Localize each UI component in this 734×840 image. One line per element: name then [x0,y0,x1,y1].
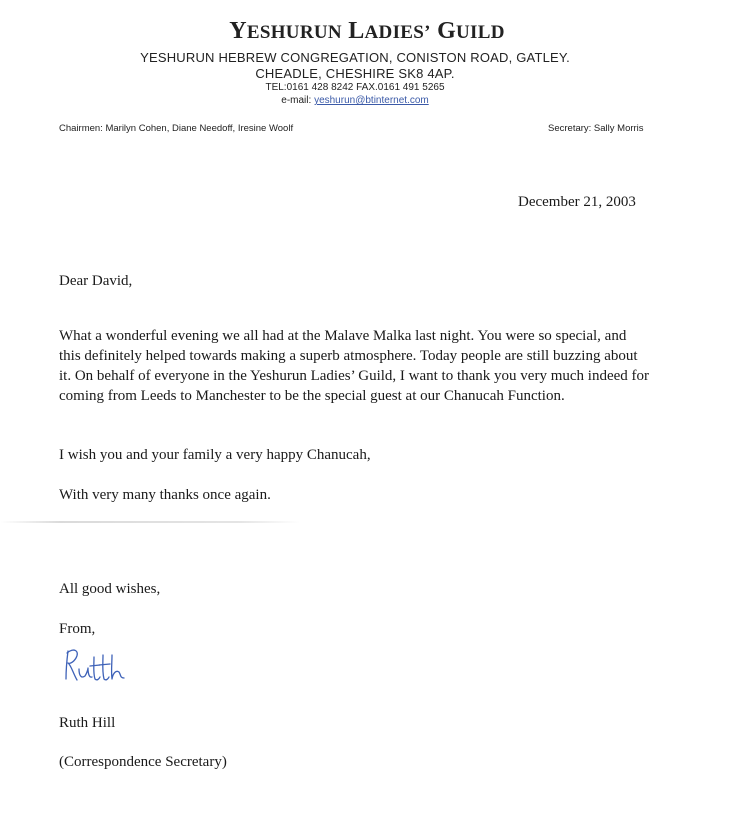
chairmen-list: Chairmen: Marilyn Cohen, Diane Needoff, Iresine Woolf [59,123,294,134]
signer-name: Ruth Hill [59,715,116,731]
title-initial-y: Y [229,18,247,44]
body-paragraph-3: With very many thanks once again. [59,487,271,503]
email-link[interactable]: yeshurun@btinternet.com [314,95,429,106]
body-paragraph-1: What a wonderful evening we all had at the Malave Malka last night. You were so special, and this definitely helped towards making a superb atmosphere. Today people are still buzzing about it. On behalf of everyone in the Yeshurun Ladies’ Guild, I want to thank you very much indeed for coming from Leeds to Manchester to be the special guest at our Chanucah Function. [59,328,649,404]
telephone-fax: TEL:0161 428 8242 FAX.0161 491 5265 [265,82,445,93]
address-line-2: CHEADLE, CHESHIRE SK8 4AP. [255,66,455,81]
email-label: e-mail: [281,95,312,106]
letter-date: December 21, 2003 [518,194,636,210]
signer-title: (Correspondence Secretary) [59,754,227,770]
salutation: Dear David, [59,273,133,289]
email-line [0,95,710,106]
secretary-name: Secretary: Sally Morris [548,123,644,134]
body-paragraph-2: I wish you and your family a very happy Chanucah, [59,447,371,463]
guild-title [0,18,734,45]
from-line: From, [59,621,96,637]
title-rest-ladies: ADIES’ [364,22,431,43]
fold-crease [0,521,300,523]
title-initial-l: L [348,18,365,44]
title-initial-g: G [437,18,457,44]
handwritten-signature [60,645,130,689]
address-line-1: YESHURUN HEBREW CONGREGATION, CONISTON ROAD, GATLEY. [140,50,570,65]
title-rest-guild: UILD [456,22,505,43]
closing: All good wishes, [59,581,161,597]
title-rest-yeshurun: ESHURUN [246,22,342,43]
signature-strokes [66,650,124,680]
